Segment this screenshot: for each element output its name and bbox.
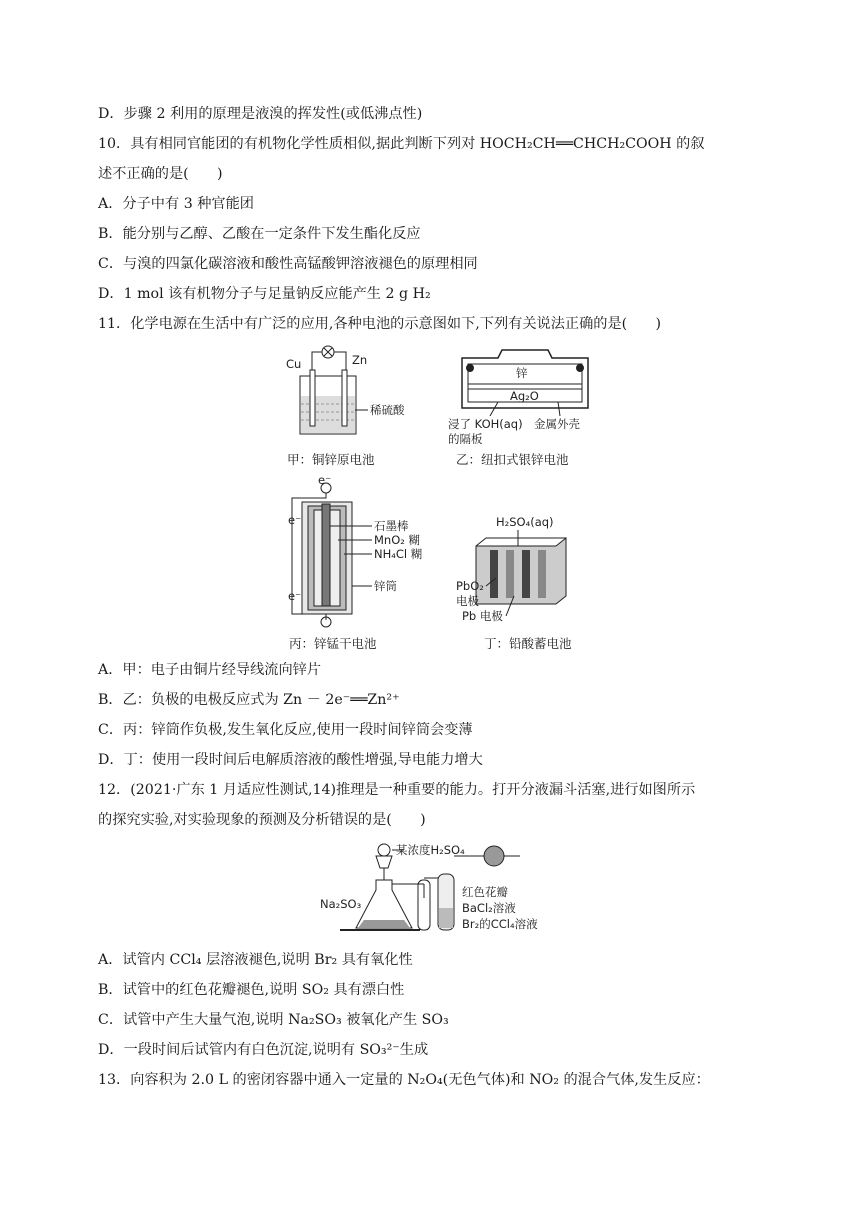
label-separator-2: 的隔板 xyxy=(448,432,483,444)
caption-ding: 丁：铅酸蓄电池 xyxy=(484,636,572,651)
question-13: 13．向容积为 2.0 L 的密闭容器中通入一定量的 N₂O₄(无色气体)和 NO₂ 的混合气体,发生反应： xyxy=(98,1072,710,1088)
label-na2so3: Na₂SO₃ xyxy=(320,897,362,911)
label-zinc: 锌 xyxy=(516,366,528,380)
label-separator: 浸了 KOH(aq) xyxy=(448,417,523,431)
text-line: D．步骤 2 利用的原理是液溴的挥发性(或低沸点性) xyxy=(98,106,423,122)
caption-bing: 丙：锌锰干电池 xyxy=(289,636,377,651)
option-d: D．1 mol 该有机物分子与足量钠反应能产生 2 g H₂ xyxy=(98,286,431,302)
question-12: 12．(2021·广东 1 月适应性测试,14)推理是一种重要的能力。打开分液漏斗活塞,进行如图所示 xyxy=(98,782,696,798)
option-d: D．一段时间后试管内有白色沉淀,说明有 SO₃²⁻生成 xyxy=(98,1042,429,1058)
label-nh4cl: NH₄Cl 糊 xyxy=(374,547,423,561)
label-pb-electrode: Pb 电极 xyxy=(462,609,503,623)
text-line: 的探究实验,对实验现象的预测及分析错误的是( ) xyxy=(98,812,426,828)
label-br2-ccl4: Br₂的CCl₄溶液 xyxy=(462,917,538,931)
label-e-bot: e⁻ xyxy=(288,589,302,603)
label-zinc-can: 锌筒 xyxy=(374,579,397,593)
figure-dry-cell xyxy=(282,474,442,632)
figure-experiment-apparatus xyxy=(320,838,540,938)
option-c: C．与溴的四氯化碳溶液和酸性高锰酸钾溶液褪色的原理相同 xyxy=(98,256,478,272)
option-b: B．试管中的红色花瓣褪色,说明 SO₂ 具有漂白性 xyxy=(98,982,405,998)
option-a: A．试管内 CCl₄ 层溶液褪色,说明 Br₂ 具有氧化性 xyxy=(98,952,413,968)
figure-button-cell xyxy=(448,344,598,444)
option-c: C．试管中产生大量气泡,说明 Na₂SO₃ 被氧化产生 SO₃ xyxy=(98,1012,449,1028)
label-e-mid: e⁻ xyxy=(288,513,302,527)
label-e-top: e⁻ xyxy=(318,474,332,487)
figure-lead-acid-battery xyxy=(456,516,586,628)
option-a: A．甲：电子由铜片经导线流向锌片 xyxy=(98,662,322,678)
label-cu: Cu xyxy=(286,357,302,371)
label-red-petal: 红色花瓣 xyxy=(462,885,508,899)
label-mno2: MnO₂ 糊 xyxy=(374,533,421,547)
label-pbo2-electrode: 电极 xyxy=(456,594,479,608)
label-acid: 稀硫酸 xyxy=(370,403,405,417)
text-line: 述不正确的是( ) xyxy=(98,166,223,182)
label-h2so4-aq: H₂SO₄(aq) xyxy=(496,516,554,529)
label-pbo2: PbO₂ xyxy=(456,579,484,593)
option-b: B．能分别与乙醇、乙酸在一定条件下发生酯化反应 xyxy=(98,226,421,242)
caption-yi: 乙：纽扣式银锌电池 xyxy=(456,452,569,467)
label-graphite-rod: 石墨棒 xyxy=(374,519,409,533)
label-zn: Zn xyxy=(352,353,368,367)
label-h2so4: 某浓度H₂SO₄ xyxy=(396,843,465,857)
label-shell: 金属外壳 xyxy=(534,417,580,431)
option-d: D．丁：使用一段时间后电解质溶液的酸性增强,导电能力增大 xyxy=(98,752,483,768)
figure-cu-zn-cell xyxy=(280,344,440,444)
option-a: A．分子中有 3 种官能团 xyxy=(98,196,254,212)
label-ag2o: Ag₂O xyxy=(510,389,539,403)
option-c: C．丙：锌筒作负极,发生氧化反应,使用一段时间锌筒会变薄 xyxy=(98,722,473,738)
question-10: 10．具有相同官能团的有机物化学性质相似,据此判断下列对 HOCH₂CH══CHCH₂COOH 的叙 xyxy=(98,136,705,152)
option-b: B．乙：负极的电极反应式为 Zn － 2e⁻══Zn²⁺ xyxy=(98,692,400,708)
label-bacl2: BaCl₂溶液 xyxy=(462,901,516,915)
caption-jia: 甲：铜锌原电池 xyxy=(287,452,375,467)
question-11: 11．化学电源在生活中有广泛的应用,各种电池的示意图如下,下列有关说法正确的是( ) xyxy=(98,316,662,332)
